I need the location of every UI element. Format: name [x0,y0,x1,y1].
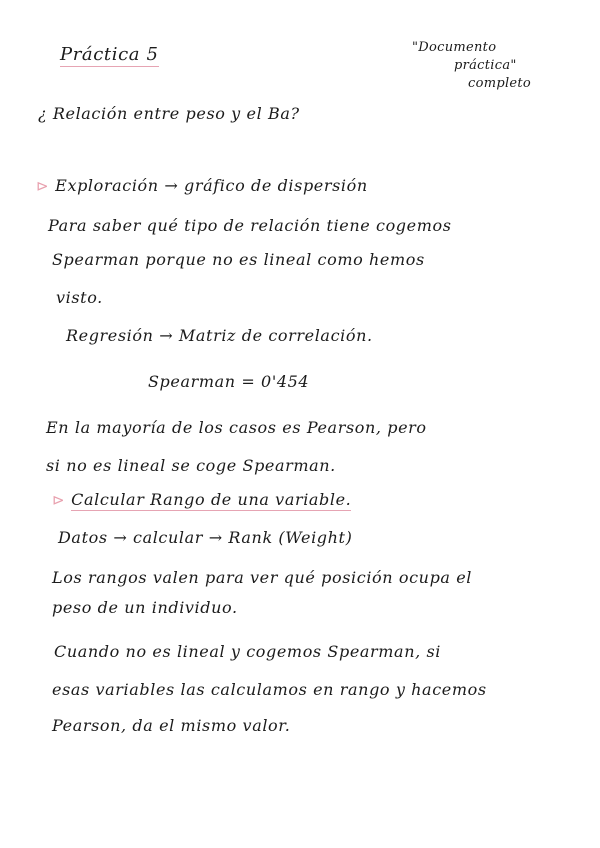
section1-line-3: visto. [56,288,103,307]
paragraph2-line-1: En la mayoría de los casos es Pearson, pero [46,418,427,437]
arrow-icon: ⊳ [52,491,66,509]
section1-heading [36,176,368,195]
section2-line-3: peso de un individuo. [52,598,238,617]
regression-line: Regresión → Matriz de correlación. [66,326,373,345]
section2-heading [52,490,351,509]
section2-line-2: Los rangos valen para ver qué posición ocupa el [52,568,473,587]
question-line: ¿ Relación entre peso y el Ba? [38,104,300,123]
title-text: Práctica 5 [60,44,159,65]
paragraph2-line-2: si no es lineal se coge Spearman. [46,456,336,475]
spearman-value: Spearman = 0'454 [148,372,310,391]
note-line-2: práctica" [454,58,517,73]
paragraph3-line-3: Pearson, da el mismo valor. [52,716,291,735]
section2-line-1: Datos → calcular → Rank (Weight) [58,528,353,547]
section1-line-2: Spearman porque no es lineal como hemos [52,250,425,269]
page-title [60,44,159,65]
note-line-3: completo [468,76,532,91]
section1-heading-text: Exploración → gráfico de dispersión [55,176,368,195]
paragraph3-line-1: Cuando no es lineal y cogemos Spearman, si [54,642,441,661]
arrow-icon: ⊳ [36,177,50,195]
section1-line-1: Para saber qué tipo de relación tiene cogemos [48,216,452,235]
note-line-1: "Documento [412,40,497,55]
section2-heading-text: Calcular Rango de una variable. [71,490,352,509]
paragraph3-line-2: esas variables las calculamos en rango y hacemos [52,680,487,699]
